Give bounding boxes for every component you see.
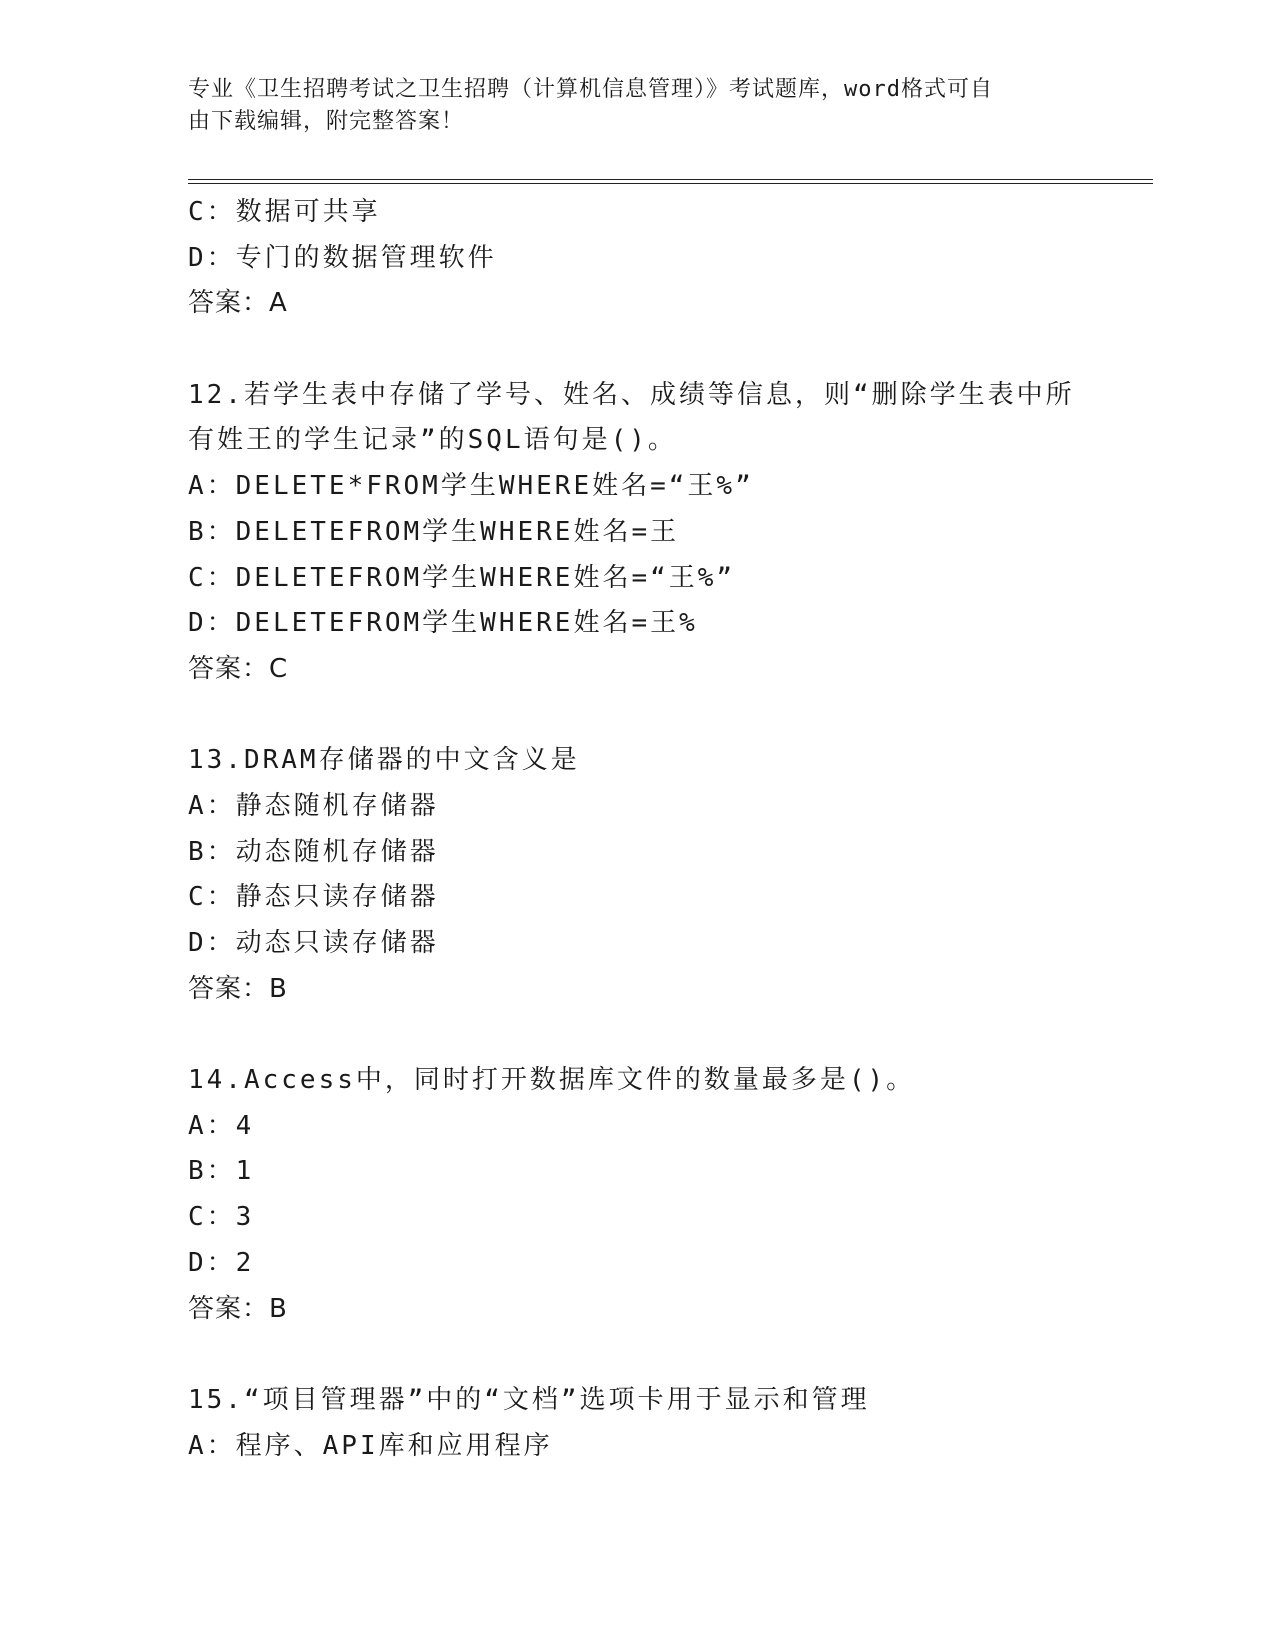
blank-line [188,1332,1128,1378]
answer-line: 答案：A [188,288,288,319]
text-line: C：3 [188,1202,255,1233]
text-line: C：静态只读存储器 [188,882,439,913]
text-line: A：程序、API库和应用程序 [188,1430,553,1461]
text-line: A：4 [188,1110,255,1141]
question-content [188,190,1128,1469]
header-line-1: 专业《卫生招聘考试之卫生招聘（计算机信息管理）》考试题库，word格式可自 [188,77,993,102]
header-line-2: 由下载编辑，附完整答案！ [188,109,465,134]
text-line: A：静态随机存储器 [188,790,439,821]
text-line: C：数据可共享 [188,197,381,227]
text-line: D：动态只读存储器 [188,928,439,958]
blank-line [188,1012,1128,1058]
header-divider-top [188,179,1153,180]
document-header [188,74,1088,138]
header-divider-bottom [188,183,1153,184]
text-line: 12.若学生表中存储了学号、姓名、成绩等信息，则“删除学生表中所 [188,379,1075,410]
blank-line [188,327,1128,373]
text-line: A：DELETE*FROM学生WHERE姓名=“王%” [188,471,754,502]
text-line: 14.Access中，同时打开数据库文件的数量最多是()。 [188,1065,916,1096]
answer-line: 答案：B [188,973,288,1004]
text-line: D：2 [188,1247,255,1278]
text-line: D：DELETEFROM学生WHERE姓名=王% [188,608,698,639]
text-line: C：DELETEFROM学生WHERE姓名=“王%” [188,562,736,593]
answer-line: 答案：B [188,1293,288,1324]
answer-line: 答案：C [188,653,289,684]
text-line: 有姓王的学生记录”的SQL语句是()。 [188,425,677,456]
text-line: 15.“项目管理器”中的“文档”选项卡用于显示和管理 [188,1384,870,1415]
text-line: B：1 [188,1156,255,1187]
text-line: B：DELETEFROM学生WHERE姓名=王 [188,516,680,547]
text-line: 13.DRAM存储器的中文含义是 [188,745,580,776]
text-line: D：专门的数据管理软件 [188,242,497,273]
text-line: B：动态随机存储器 [188,836,439,867]
blank-line [188,693,1128,739]
